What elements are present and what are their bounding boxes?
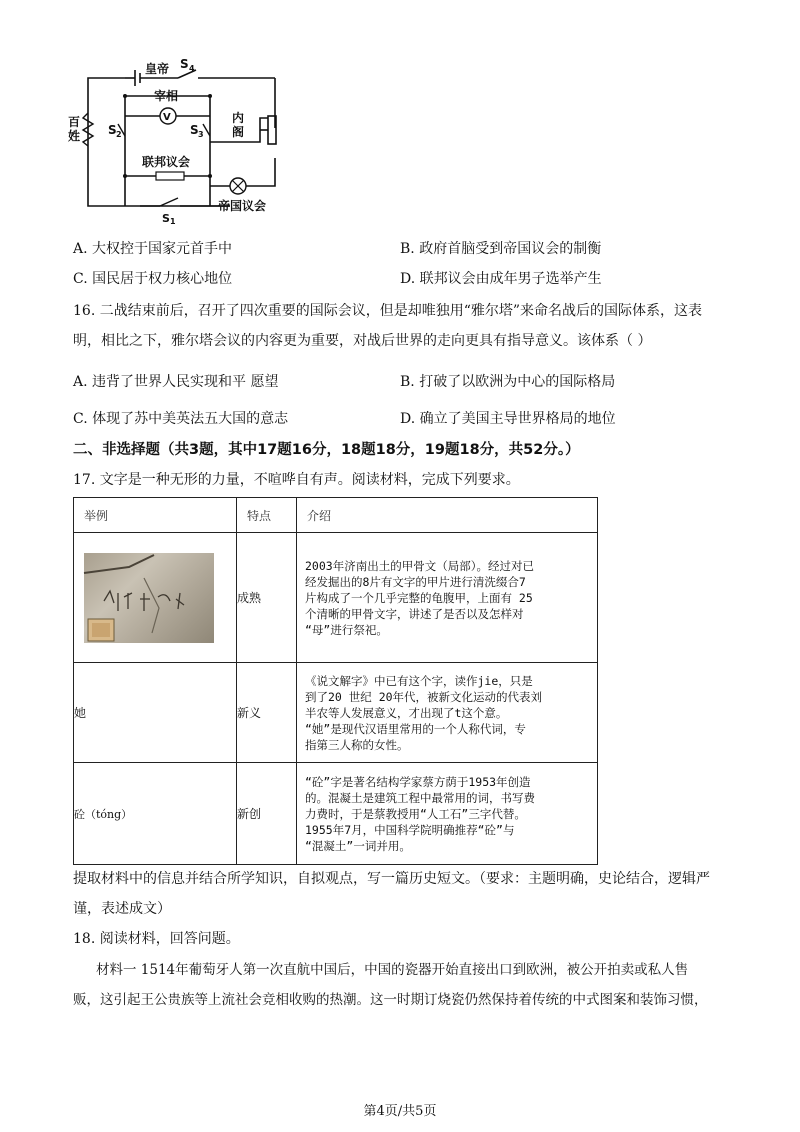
table-cell-intro-text: “砼”字是著名结构学家蔡方荫于1953年创造 的。混凝土是建筑工程中最常用的词，书写费 力费时，于是蔡教授用“人工石”三字代替。 1955年7月，中国科学院明确推荐“砼”与 “混凝土”一词并用。 <box>305 774 535 853</box>
table-cell-feature: 新创 <box>237 763 297 865</box>
table-header-intro: 介绍 <box>297 498 598 533</box>
oracle-bone-photo <box>84 553 214 643</box>
circuit-diagram <box>68 57 290 226</box>
circuit-diagram-svg <box>68 57 290 226</box>
q16-option-a: A. 违背了世界人民实现和平 愿望 <box>73 374 279 390</box>
label-imperial-diet: 帝国议会 <box>218 199 267 213</box>
label-emperor: 皇帝 <box>145 62 170 76</box>
label-cabinet-2: 阁 <box>232 125 245 139</box>
q17-material-table <box>73 497 598 865</box>
table-cell-example: 她 <box>74 663 237 763</box>
table-cell-intro <box>297 533 598 663</box>
label-cabinet-1: 内 <box>232 111 245 125</box>
table-cell-intro-text: 2003年济南出土的甲骨文（局部）。经过对已 经发掘出的8片有文字的甲片进行清洗缀合7 片构成了一个几乎完整的龟腹甲，上面有 25 个清晰的甲骨文字，讲述了是否以及怎样对 “母”进行祭祀。 <box>305 558 534 637</box>
page-footer: 第4页/共5页 <box>363 1104 437 1119</box>
q15-option-d: D. 联邦议会由成年男子选举产生 <box>400 271 602 287</box>
label-s1-sub: 1 <box>170 217 176 226</box>
table-row <box>74 763 598 865</box>
table-cell-feature: 新义 <box>237 663 297 763</box>
q15-option-b: B. 政府首脑受到帝国议会的制衡 <box>400 241 602 257</box>
q18-material1-line2: 贩，这引起王公贵族等上流社会竞相收购的热潮。这一时期订烧瓷仍然保持着传统的中式图案和装饰习惯， <box>73 992 708 1008</box>
q17-intro: 17. 文字是一种无形的力量，不喧哗自有声。阅读材料，完成下列要求。 <box>73 472 520 488</box>
q17-task-line2: 谨，表述成文） <box>73 901 171 917</box>
oracle-bone-image <box>84 553 214 643</box>
q15-option-c: C. 国民居于权力核心地位 <box>73 271 233 287</box>
table-header-feature: 特点 <box>237 498 297 533</box>
label-s3: S <box>190 123 199 137</box>
table-cell-intro <box>297 663 598 763</box>
q17-task-line1: 提取材料中的信息并结合所学知识，自拟观点，写一篇历史短文。（要求：主题明确，史论结合，逻辑严 <box>73 871 710 887</box>
table-cell-example <box>74 533 237 663</box>
label-s1: S <box>162 212 170 225</box>
section2-heading: 二、非选择题（共3题，其中17题16分，18题18分，19题18分，共52分。） <box>73 442 580 458</box>
table-row <box>74 533 598 663</box>
federal-council-element <box>156 172 184 180</box>
q16-option-b: B. 打破了以欧洲为中心的国际格局 <box>400 374 616 390</box>
label-people-1: 百 <box>68 115 81 129</box>
table-cell-feature: 成熟 <box>237 533 297 663</box>
q16-stem-line2: 明，相比之下，雅尔塔会议的内容更为重要，对战后世界的走向更具有指导意义。该体系（ ） <box>73 333 652 349</box>
q16-stem-line1: 16. 二战结束前后，召开了四次重要的国际会议，但是却唯独用“雅尔塔”来命名战后的国际体系，这表 <box>73 303 703 319</box>
table-row <box>74 663 598 763</box>
switch-s3 <box>203 124 210 136</box>
q15-option-a: A. 大权控于国家元首手中 <box>73 241 233 257</box>
label-s2-sub: 2 <box>116 130 122 139</box>
q16-option-c: C. 体现了苏中美英法五大国的意志 <box>73 411 289 427</box>
q18-material1-line1: 材料一 1514年葡萄牙人第一次直航中国后，中国的瓷器开始直接出口到欧洲，被公开拍卖或私人售 <box>96 962 689 978</box>
label-voltmeter: V <box>163 112 171 123</box>
label-s2: S <box>108 123 117 137</box>
label-s4-sub: 4 <box>189 64 195 73</box>
table-cell-example: 砼（tóng） <box>74 763 237 865</box>
switch-s1 <box>160 198 178 206</box>
q16-option-d: D. 确立了美国主导世界格局的地位 <box>400 411 616 427</box>
table-header-row <box>74 498 598 533</box>
label-federal-council: 联邦议会 <box>142 155 191 169</box>
q18-intro: 18. 阅读材料，回答问题。 <box>73 931 240 947</box>
label-chancellor: 宰相 <box>154 89 179 103</box>
label-people-2: 姓 <box>68 129 81 143</box>
table-cell-intro-text: 《说文解字》中已有这个字，读作jie，只是 到了20 世纪 20年代，被新文化运动的代表刘 半农等人发展意义，才出现了t这个意。 “她”是现代汉语里常用的一个人称代词，专 指第三人称的女性。 <box>305 673 543 752</box>
table-header-example: 举例 <box>74 498 237 533</box>
label-s4: S <box>180 57 189 71</box>
table-cell-intro <box>297 763 598 865</box>
label-s3-sub: 3 <box>198 130 204 139</box>
